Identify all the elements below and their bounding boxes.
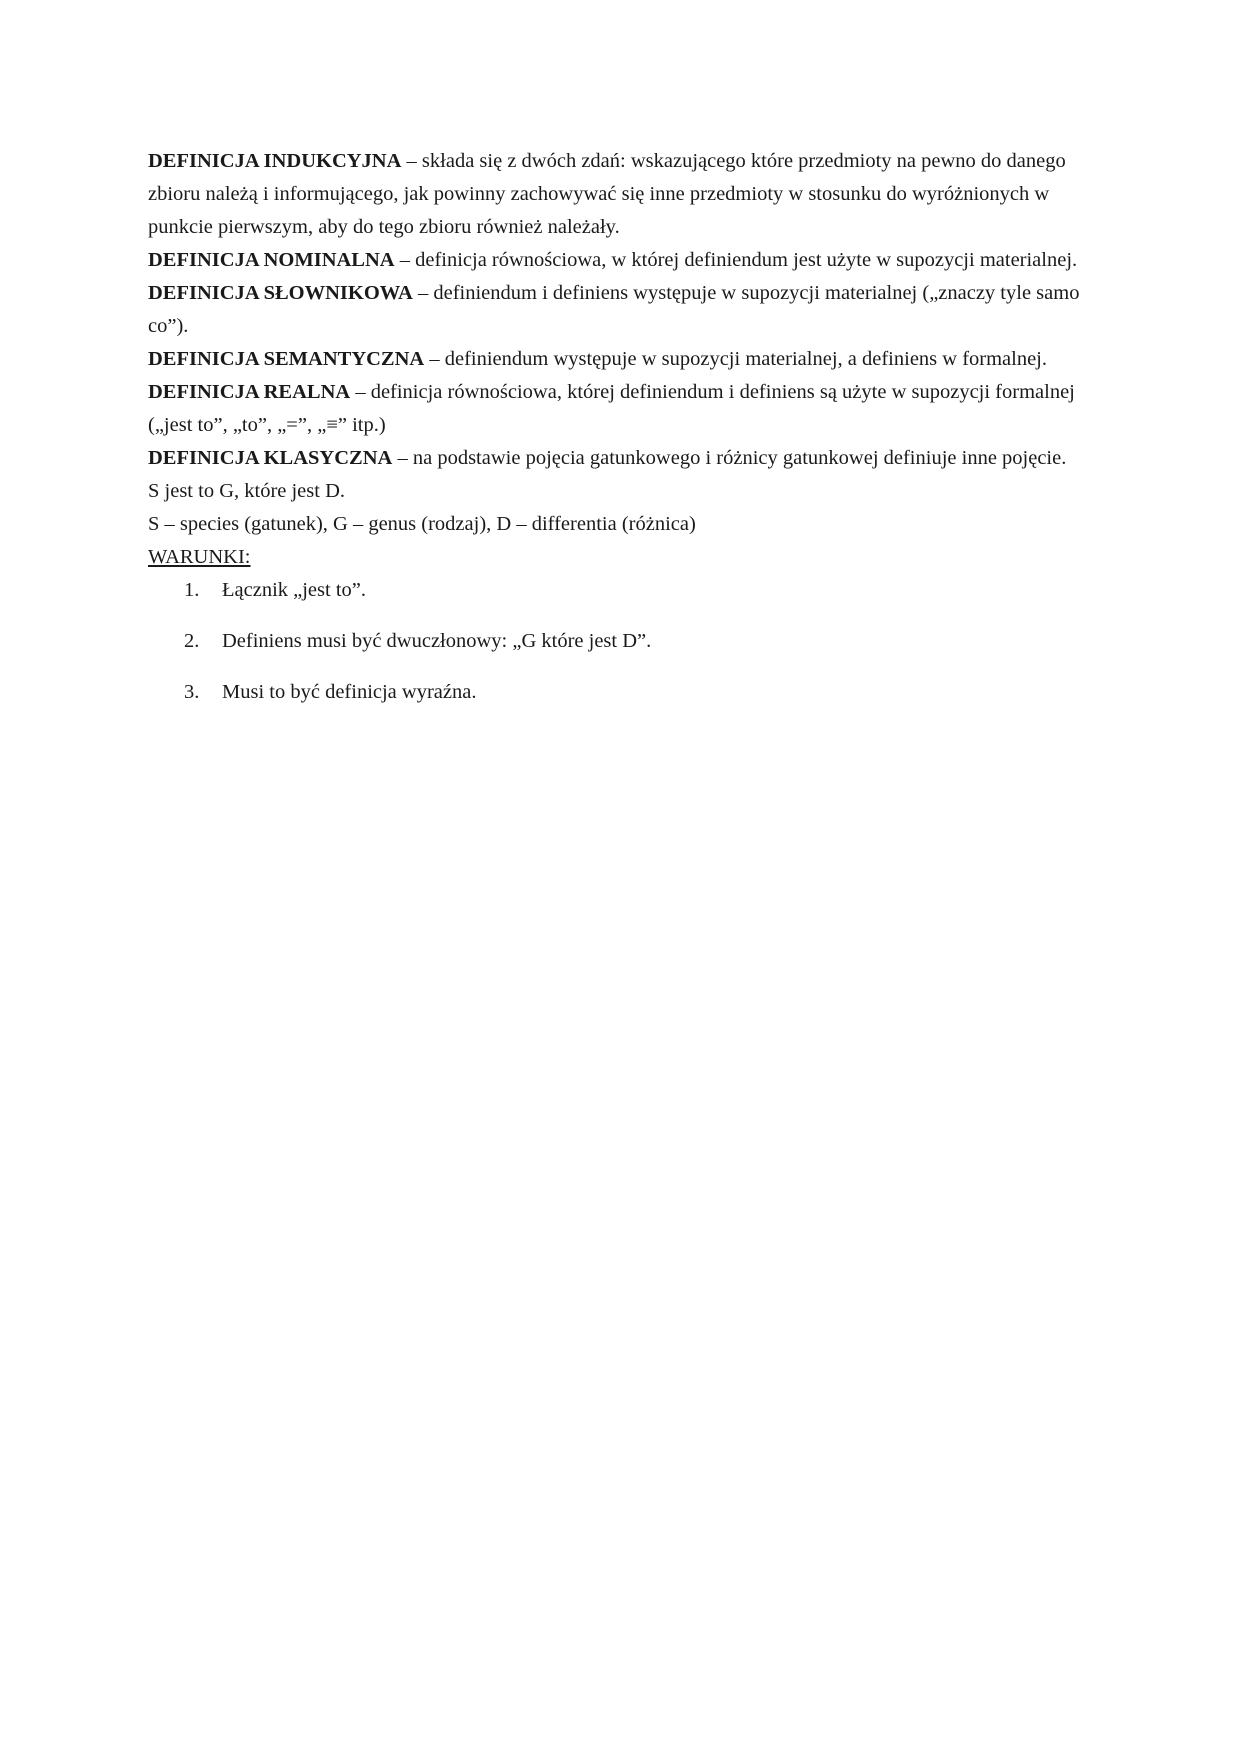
conditions-heading: WARUNKI:: [148, 546, 251, 568]
definition-inductive: [148, 145, 1096, 244]
list-item: [148, 574, 1096, 607]
list-item-number: 3.: [184, 681, 200, 703]
definition-term: DEFINICJA KLASYCZNA: [148, 447, 393, 469]
definition-classic: [148, 442, 1096, 475]
conditions-list: [148, 574, 1096, 709]
definition-text: – składa się z dwóch zdań: wskazującego które przedmioty na pewno do danego zbioru należą i informującego, jak powinny zachowywać się inne przedmioty w stosunku do wyróżnionych w punkcie pierwszym, aby do tego zbioru również należały.: [148, 150, 1066, 238]
definition-term: DEFINICJA SŁOWNIKOWA: [148, 282, 413, 304]
definition-text: – definicja równościowa, w której definiendum jest użyte w supozycji materialnej.: [394, 249, 1078, 271]
document-body: [148, 145, 1096, 727]
definition-text: – definicja równościowa, której definiendum i definiens są użyte w supozycji formalnej („jest to”, „to”, „=”, „≡” itp.): [148, 381, 1075, 436]
list-item-text: Musi to być definicja wyraźna.: [222, 681, 477, 703]
definition-term: DEFINICJA SEMANTYCZNA: [148, 348, 425, 370]
list-item-text: Definiens musi być dwuczłonowy: „G które jest D”.: [222, 630, 652, 652]
definition-text: – definiendum występuje w supozycji materialnej, a definiens w formalnej.: [424, 348, 1048, 370]
list-item: [148, 676, 1096, 709]
definition-term: DEFINICJA INDUKCYJNA: [148, 150, 402, 172]
list-item-text: Łącznik „jest to”.: [222, 579, 367, 601]
list-item-number: 1.: [184, 579, 200, 601]
definition-term: DEFINICJA REALNA: [148, 381, 351, 403]
definition-text: – na podstawie pojęcia gatunkowego i różnicy gatunkowej definiuje inne pojęcie.: [392, 447, 1067, 469]
definition-dictionary: [148, 277, 1096, 343]
list-item: [148, 625, 1096, 658]
definition-real: [148, 376, 1096, 442]
definition-term: DEFINICJA NOMINALNA: [148, 249, 395, 271]
legend-line: S – species (gatunek), G – genus (rodzaj), D – differentia (różnica): [148, 513, 696, 535]
formula-line: S jest to G, które jest D.: [148, 480, 346, 502]
list-item-number: 2.: [184, 630, 200, 652]
definition-nominal: [148, 244, 1096, 277]
definition-semantic: [148, 343, 1096, 376]
definition-text: – definiendum i definiens występuje w supozycji materialnej („znaczy tyle samo co”).: [148, 282, 1080, 337]
